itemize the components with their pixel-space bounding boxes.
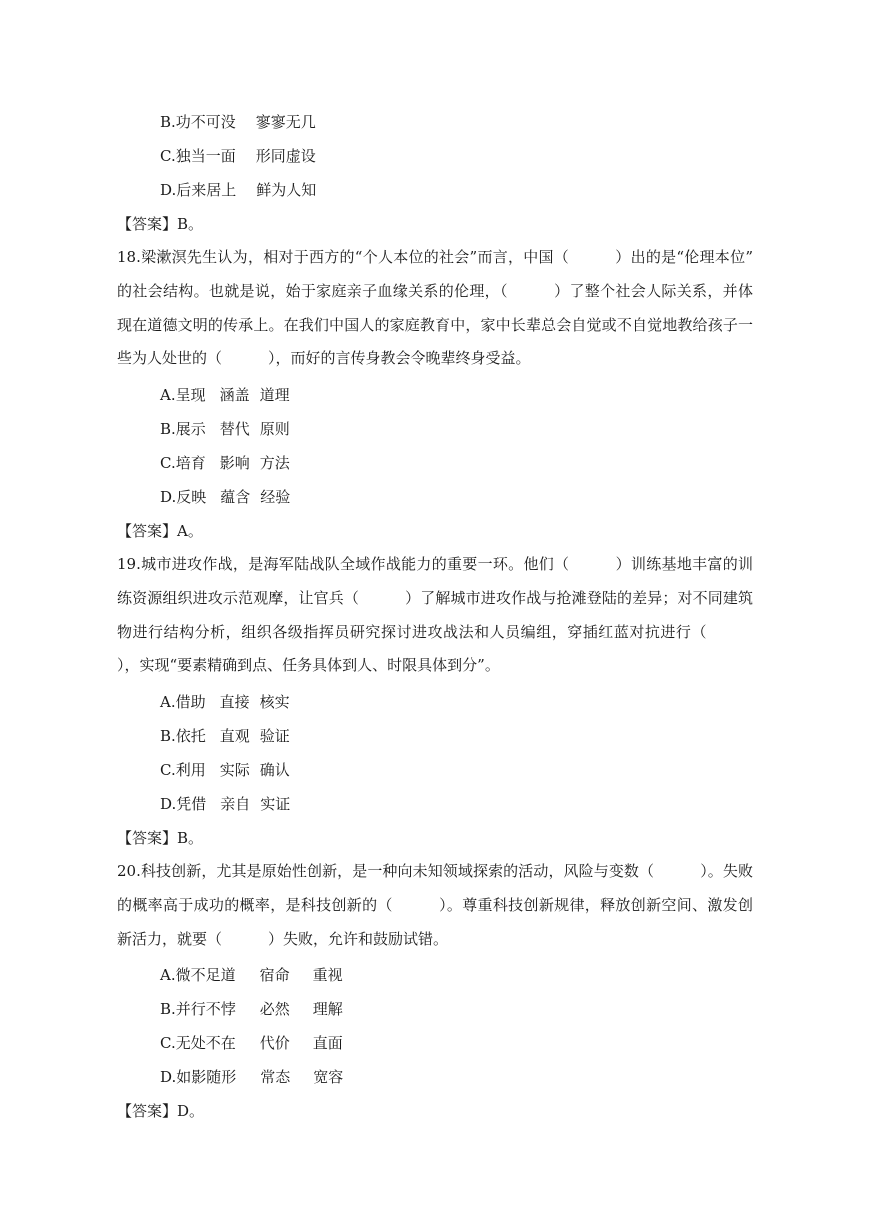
q17-option-c bbox=[160, 146, 316, 166]
q20-option-b bbox=[160, 999, 343, 1019]
option-item-1: 呈现 bbox=[175, 386, 206, 404]
option-item-2: 寥寥无几 bbox=[255, 113, 316, 131]
q18-option-d bbox=[160, 487, 290, 507]
q18-answer: 【答案】A。 bbox=[117, 522, 203, 540]
option-item-3: 直面 bbox=[312, 1034, 343, 1052]
q19-option-b bbox=[160, 726, 290, 746]
q19-stem bbox=[117, 548, 753, 683]
option-item-2: 亲自 bbox=[220, 795, 251, 813]
q17-option-b bbox=[160, 112, 316, 132]
option-item-1: 后来居上 bbox=[176, 181, 237, 199]
option-item-1: 展示 bbox=[175, 420, 206, 438]
option-item-2: 形同虚设 bbox=[255, 147, 316, 165]
option-item-2: 必然 bbox=[259, 1000, 290, 1018]
q20-option-d bbox=[160, 1067, 343, 1087]
option-label: D. bbox=[160, 1068, 177, 1086]
option-item-1: 培育 bbox=[175, 454, 206, 472]
option-item-2: 替代 bbox=[219, 420, 250, 438]
q19-stem-part-4: ），实现“要素精确到点、任务具体到人、时限具体到分”。 bbox=[117, 656, 500, 675]
q19-option-d bbox=[160, 794, 290, 814]
option-label: A. bbox=[160, 693, 176, 711]
q19-stem-part-1: 19.城市进攻作战，是海军陆战队全域作战能力的重要一环。他们（ bbox=[117, 555, 570, 573]
option-item-2: 鲜为人知 bbox=[256, 181, 317, 199]
option-item-1: 利用 bbox=[175, 761, 206, 779]
q18-stem-part-2: ）出的是“伦理本位” 的社会结构。也就是说，始于家庭亲子血缘关系的伦理，（ bbox=[117, 248, 753, 300]
option-item-2: 常态 bbox=[260, 1068, 291, 1086]
option-item-2: 代价 bbox=[259, 1034, 290, 1052]
option-label: C. bbox=[160, 147, 176, 165]
q18-stem bbox=[117, 241, 753, 376]
option-label: D. bbox=[160, 488, 177, 506]
option-item-1: 并行不悖 bbox=[175, 1000, 236, 1018]
q19-option-a bbox=[160, 692, 290, 712]
q18-stem-part-1: 18.梁漱溟先生认为，相对于西方的“个人本位的社会”而言，中国（ bbox=[117, 248, 570, 266]
option-item-3: 确认 bbox=[259, 761, 290, 779]
option-item-2: 影响 bbox=[219, 454, 250, 472]
q19-stem-part-3: ）了解城市进攻作战与抢滩登陆的差异；对不同建筑物进行结构分析，组织各级指挥员研究探讨进攻战法和人员编组，穿插红蓝对抗进行（ bbox=[117, 588, 753, 641]
option-item-3: 方法 bbox=[259, 454, 290, 472]
option-item-3: 原则 bbox=[259, 420, 290, 438]
option-item-1: 无处不在 bbox=[175, 1034, 236, 1052]
option-item-3: 重视 bbox=[312, 966, 343, 984]
option-label: D. bbox=[160, 181, 177, 199]
option-item-1: 借助 bbox=[175, 693, 206, 711]
q18-option-a bbox=[160, 385, 290, 405]
option-label: C. bbox=[160, 761, 176, 779]
q17-answer: 【答案】B。 bbox=[117, 215, 204, 233]
option-item-3: 理解 bbox=[312, 1000, 343, 1018]
option-label: C. bbox=[160, 454, 176, 472]
option-item-1: 凭借 bbox=[176, 795, 207, 813]
q18-option-c bbox=[160, 453, 290, 473]
option-item-3: 经验 bbox=[260, 488, 291, 506]
option-label: B. bbox=[160, 420, 176, 438]
option-item-3: 实证 bbox=[260, 795, 291, 813]
q19-answer: 【答案】B。 bbox=[117, 829, 204, 847]
q20-stem-part-3: ）。尊重科技创新规律，释放创新空间、激发创新活力，就要（ bbox=[117, 895, 753, 948]
option-label: C. bbox=[160, 1034, 176, 1052]
option-item-2: 蕴含 bbox=[220, 488, 251, 506]
q18-stem-part-3: ）了整个社会人际关系，并体现在道德文明的传承上。在我们中国人的家庭教育中，家中长辈总会自觉或不自觉地教给孩子一些为人处世的（ bbox=[117, 281, 753, 368]
option-label: D. bbox=[160, 795, 177, 813]
q20-stem-part-1: 20.科技创新，尤其是原始性创新，是一种向未知领域探索的活动，风险与变数（ bbox=[117, 862, 655, 880]
option-label: B. bbox=[160, 1000, 176, 1018]
option-item-2: 实际 bbox=[219, 761, 250, 779]
q17-option-d bbox=[160, 180, 316, 200]
q20-stem-part-2: ）。失败的概率高于成功的概率，是科技创新的（ bbox=[117, 862, 753, 914]
option-label: B. bbox=[160, 113, 176, 131]
option-item-1: 如影随形 bbox=[176, 1068, 237, 1086]
option-item-1: 微不足道 bbox=[175, 966, 236, 984]
option-item-3: 验证 bbox=[259, 727, 290, 745]
q18-option-b bbox=[160, 419, 290, 439]
q20-stem-part-4: ）失败，允许和鼓励试错。 bbox=[268, 929, 449, 948]
q19-option-c bbox=[160, 760, 290, 780]
option-item-2: 直接 bbox=[219, 693, 250, 711]
option-item-1: 功不可没 bbox=[175, 113, 236, 131]
option-item-2: 宿命 bbox=[259, 966, 290, 984]
option-label: A. bbox=[160, 386, 176, 404]
q20-option-a bbox=[160, 965, 343, 985]
option-item-2: 涵盖 bbox=[219, 386, 250, 404]
option-item-3: 核实 bbox=[259, 693, 290, 711]
option-item-3: 道理 bbox=[259, 386, 290, 404]
option-item-1: 独当一面 bbox=[175, 147, 236, 165]
option-item-3: 宽容 bbox=[313, 1068, 344, 1086]
q20-option-c bbox=[160, 1033, 343, 1053]
q20-answer: 【答案】D。 bbox=[117, 1102, 205, 1120]
q19-stem-part-2: ）训练基地丰富的训练资源组织进攻示范观摩，让官兵（ bbox=[117, 555, 753, 607]
option-label: B. bbox=[160, 727, 176, 745]
option-item-1: 反映 bbox=[176, 488, 207, 506]
q20-stem bbox=[117, 855, 753, 956]
option-item-2: 直观 bbox=[219, 727, 250, 745]
option-item-1: 依托 bbox=[175, 727, 206, 745]
q18-stem-part-4: ），而好的言传身教会令晚辈终身受益。 bbox=[268, 349, 531, 368]
option-label: A. bbox=[160, 966, 176, 984]
